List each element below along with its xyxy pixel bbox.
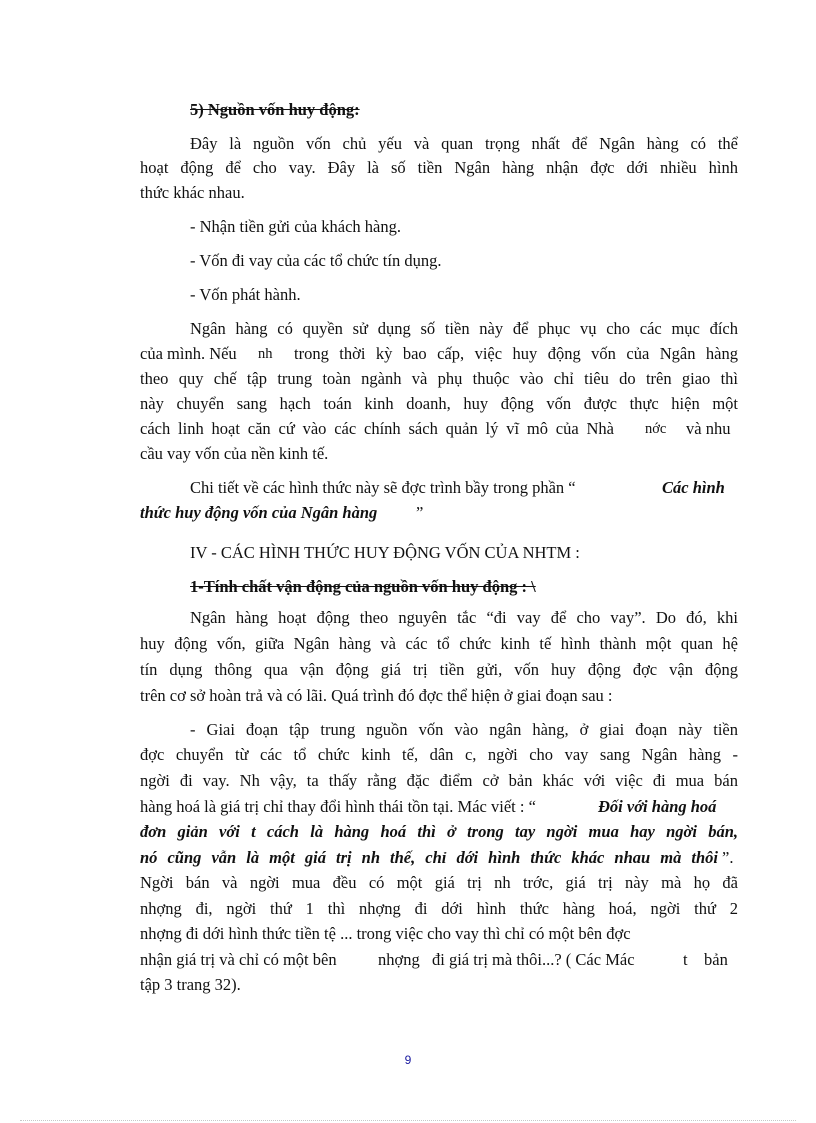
para5-line2: đợc chuyển từ các tổ chức kinh tế, dân c, ngời cho vay sang Ngân hàng - xyxy=(140,745,738,764)
bullet-deposits: - Nhận tiền gửi của khách hàng. xyxy=(190,217,401,236)
para3-line1a: Chi tiết về các hình thức này sẽ đợc trình bầy trong phần “ xyxy=(190,478,576,497)
para2-line5a: cách linh hoạt căn cứ vào các chính sách quản lý vĩ mô của Nhà xyxy=(140,419,614,438)
para5-line10b: nhợng xyxy=(378,950,420,969)
para4-line1: Ngân hàng hoạt động theo nguyên tắc “đi vay để cho vay”. Do đó, khi xyxy=(190,608,738,627)
para2-line2a: của mình. Nếu xyxy=(140,344,237,363)
para1-line2: hoạt động để cho vay. Đây là số tiền Ngân hàng nhận đợc dới nhiều hình xyxy=(140,158,738,177)
heading-1: 1-Tính chất vận động của nguồn vốn huy động : \ xyxy=(190,577,536,596)
para5-line10c: đi giá trị mà thôi...? ( Các Mác xyxy=(432,950,635,969)
para1-line1: Đây là nguồn vốn chủ yếu và quan trọng nhất để Ngân hàng có thể xyxy=(190,134,738,153)
para5-line6b: ”. xyxy=(722,848,734,867)
para5-line10e: bản xyxy=(704,950,728,969)
para1-line3: thức khác nhau. xyxy=(140,183,245,202)
para5-line11: tập 3 trang 32). xyxy=(140,975,241,994)
para4-line3: tín dụng thông qua vận động giá trị tiền gửi, vốn huy động đợc vận động xyxy=(140,660,738,679)
para5-line3: ngời đi vay. Nh vậy, ta thấy rằng đặc điểm cở bản khác với việc đi mua bán xyxy=(140,771,738,790)
para5-line9: nhợng đi dới hình thức tiền tệ ... trong việc cho vay thì chỉ có một bên đợc xyxy=(140,924,631,943)
para4-line2: huy động vốn, giữa Ngân hàng và các tổ chức kinh tế hình thành một quan hệ xyxy=(140,634,738,653)
para5-line5: đơn giản với t cách là hàng hoá thì ở trong tay ngời mua hay ngời bán, xyxy=(140,822,738,841)
heading-5: 5) Nguồn vốn huy động: xyxy=(190,100,360,119)
footer-divider xyxy=(20,1120,796,1121)
para2-line2b: nh xyxy=(258,346,273,362)
para2-line5b: nớc xyxy=(645,421,667,437)
para4-line4: trên cơ sở hoàn trả và có lãi. Quá trình đó đợc thể hiện ở giai đoạn sau : xyxy=(140,686,613,705)
para2-line1: Ngân hàng có quyền sử dụng số tiền này để phục vụ cho các mục đích xyxy=(190,319,738,338)
section-4-title: IV - CÁC HÌNH THỨC HUY ĐỘNG VỐN CỦA NHTM : xyxy=(190,543,580,562)
page-number: 9 xyxy=(404,1053,412,1067)
para5-line1: - Giai đoạn tập trung nguồn vốn vào ngân hàng, ở giai đoạn này tiền xyxy=(190,720,738,739)
para5-line7: Ngời bán và ngời mua đều có một giá trị nh trớc, giá trị này mà họ đã xyxy=(140,873,738,892)
para3-line2a: thức huy động vốn của Ngân hàng xyxy=(140,503,378,522)
para5-line6a: nó cũng vẫn là một giá trị nh thế, chỉ dới hình thức khác nhau mà thôi xyxy=(140,848,718,867)
para2-line4: này chuyển sang hạch toán kinh doanh, huy động vốn được thực hiện một xyxy=(140,394,738,413)
bullet-issuance: - Vốn phát hành. xyxy=(190,285,301,304)
para2-line6: cầu vay vốn của nền kinh tế. xyxy=(140,444,329,463)
para5-line10a: nhận giá trị và chỉ có một bên xyxy=(140,950,337,969)
bullet-borrowing: - Vốn đi vay của các tổ chức tín dụng. xyxy=(190,251,442,270)
para3-line1b: Các hình xyxy=(662,478,725,497)
para3-line2b: ” xyxy=(416,503,424,522)
para5-line4b: Đối với hàng hoá xyxy=(598,797,717,816)
para5-line10d: t xyxy=(683,950,688,969)
para2-line2c: trong thời kỳ bao cấp, việc huy động vốn của Ngân hàng xyxy=(294,344,738,363)
para2-line5c: và nhu xyxy=(686,419,731,438)
para5-line8: nhợng đi, ngời thứ 1 thì nhợng đi dới hình thức hàng hoá, ngời thứ 2 xyxy=(140,899,738,918)
para5-line4a: hàng hoá là giá trị chỉ thay đổi hình thái tồn tại. Mác viết : “ xyxy=(140,797,536,816)
para2-line3: theo quy chế tập trung toàn ngành và phụ thuộc vào chỉ tiêu do trên giao thì xyxy=(140,369,738,388)
